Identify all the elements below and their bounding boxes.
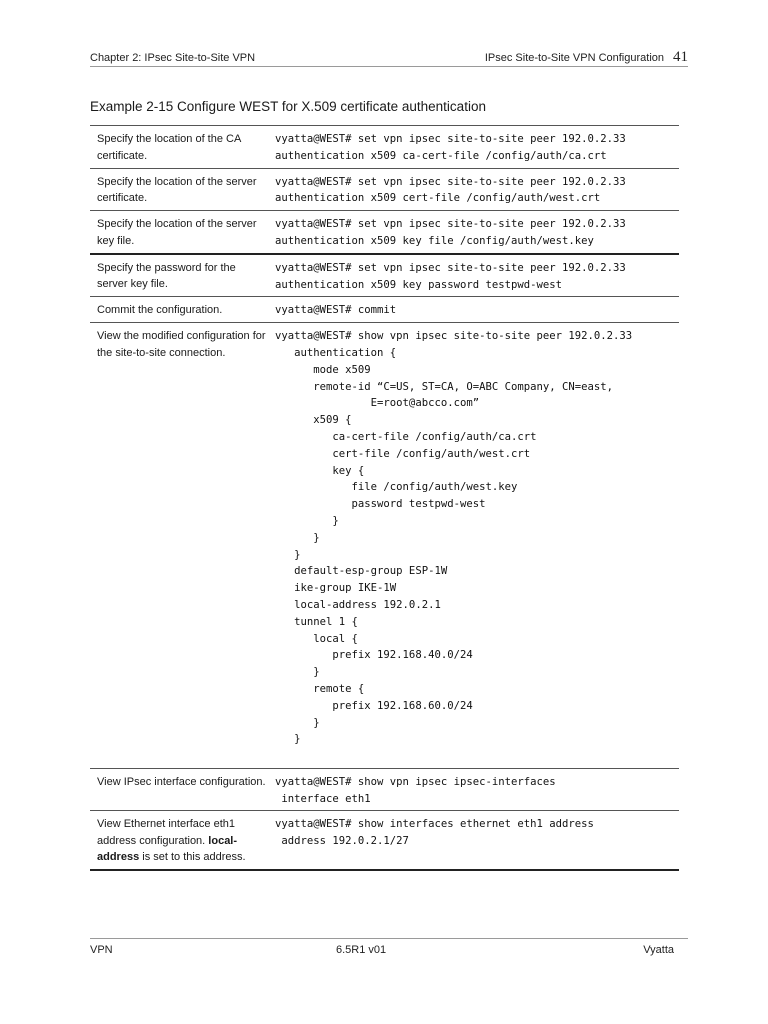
step-description xyxy=(90,811,271,870)
description-text: is set to this address. xyxy=(139,851,246,864)
step-command: vyatta@WEST# set vpn ipsec site-to-site peer 192.0.2.33 authentication x509 cert-file /config/auth/west.crt xyxy=(271,168,679,211)
footer-product: VPN xyxy=(90,944,113,956)
step-command: vyatta@WEST# set vpn ipsec site-to-site peer 192.0.2.33 authentication x509 key file /config/auth/west.key xyxy=(271,211,679,254)
step-command: vyatta@WEST# show vpn ipsec site-to-site peer 192.0.2.33 authentication { mode x509 remote-id “C=US, ST=CA, O=ABC Company, CN=east, E=root@abcco.com” x509 { ca-cert-file /config/auth/ca.crt cert-file /config/auth/west.crt key { file /config/auth/west.key password testpwd-west } } } default-esp-group ESP-1W ike-group IKE-1W local-address 192.0.2.1 tunnel 1 { local { prefix 192.168.40.0/24 } remote { prefix 192.168.60.0/24 } } xyxy=(271,323,679,769)
step-description: View IPsec interface configuration. xyxy=(90,768,271,811)
header-rule xyxy=(90,66,688,67)
footer-version: 6.5R1 v01 xyxy=(336,944,387,956)
step-command: vyatta@WEST# set vpn ipsec site-to-site peer 192.0.2.33 authentication x509 key password testpwd-west xyxy=(271,254,679,297)
table-row xyxy=(90,126,679,169)
table-row xyxy=(90,168,679,211)
step-description: View the modified configuration for the site-to-site connection. xyxy=(90,323,271,769)
footer-vendor: Vyatta xyxy=(643,944,674,956)
description-text: View Ethernet interface eth1 address configuration. xyxy=(97,818,235,847)
footer-rule xyxy=(90,938,688,939)
example-caption: Example 2-15 Configure WEST for X.509 certificate authentication xyxy=(90,99,486,114)
table-row xyxy=(90,323,679,769)
section-title: IPsec Site-to-Site VPN Configuration xyxy=(484,52,664,64)
description-keyword: local-address xyxy=(97,834,238,864)
step-command: vyatta@WEST# show interfaces ethernet eth1 address address 192.0.2.1/27 xyxy=(271,811,679,870)
table-row xyxy=(90,297,679,323)
step-description: Specify the password for the server key file. xyxy=(90,254,271,297)
step-description: Commit the configuration. xyxy=(90,297,271,323)
step-description: Specify the location of the CA certificate. xyxy=(90,126,271,169)
page-number: 41 xyxy=(673,49,688,65)
step-command: vyatta@WEST# show vpn ipsec ipsec-interfaces interface eth1 xyxy=(271,768,679,811)
step-command: vyatta@WEST# commit xyxy=(271,297,679,323)
step-description: Specify the location of the server key file. xyxy=(90,211,271,254)
config-steps-table xyxy=(90,125,679,871)
table-row xyxy=(90,768,679,811)
step-command: vyatta@WEST# set vpn ipsec site-to-site peer 192.0.2.33 authentication x509 ca-cert-file /config/auth/ca.crt xyxy=(271,126,679,169)
table-row xyxy=(90,811,679,870)
chapter-title: Chapter 2: IPsec Site-to-Site VPN xyxy=(90,52,256,64)
step-description: Specify the location of the server certificate. xyxy=(90,168,271,211)
table-row xyxy=(90,254,679,297)
table-row xyxy=(90,211,679,254)
